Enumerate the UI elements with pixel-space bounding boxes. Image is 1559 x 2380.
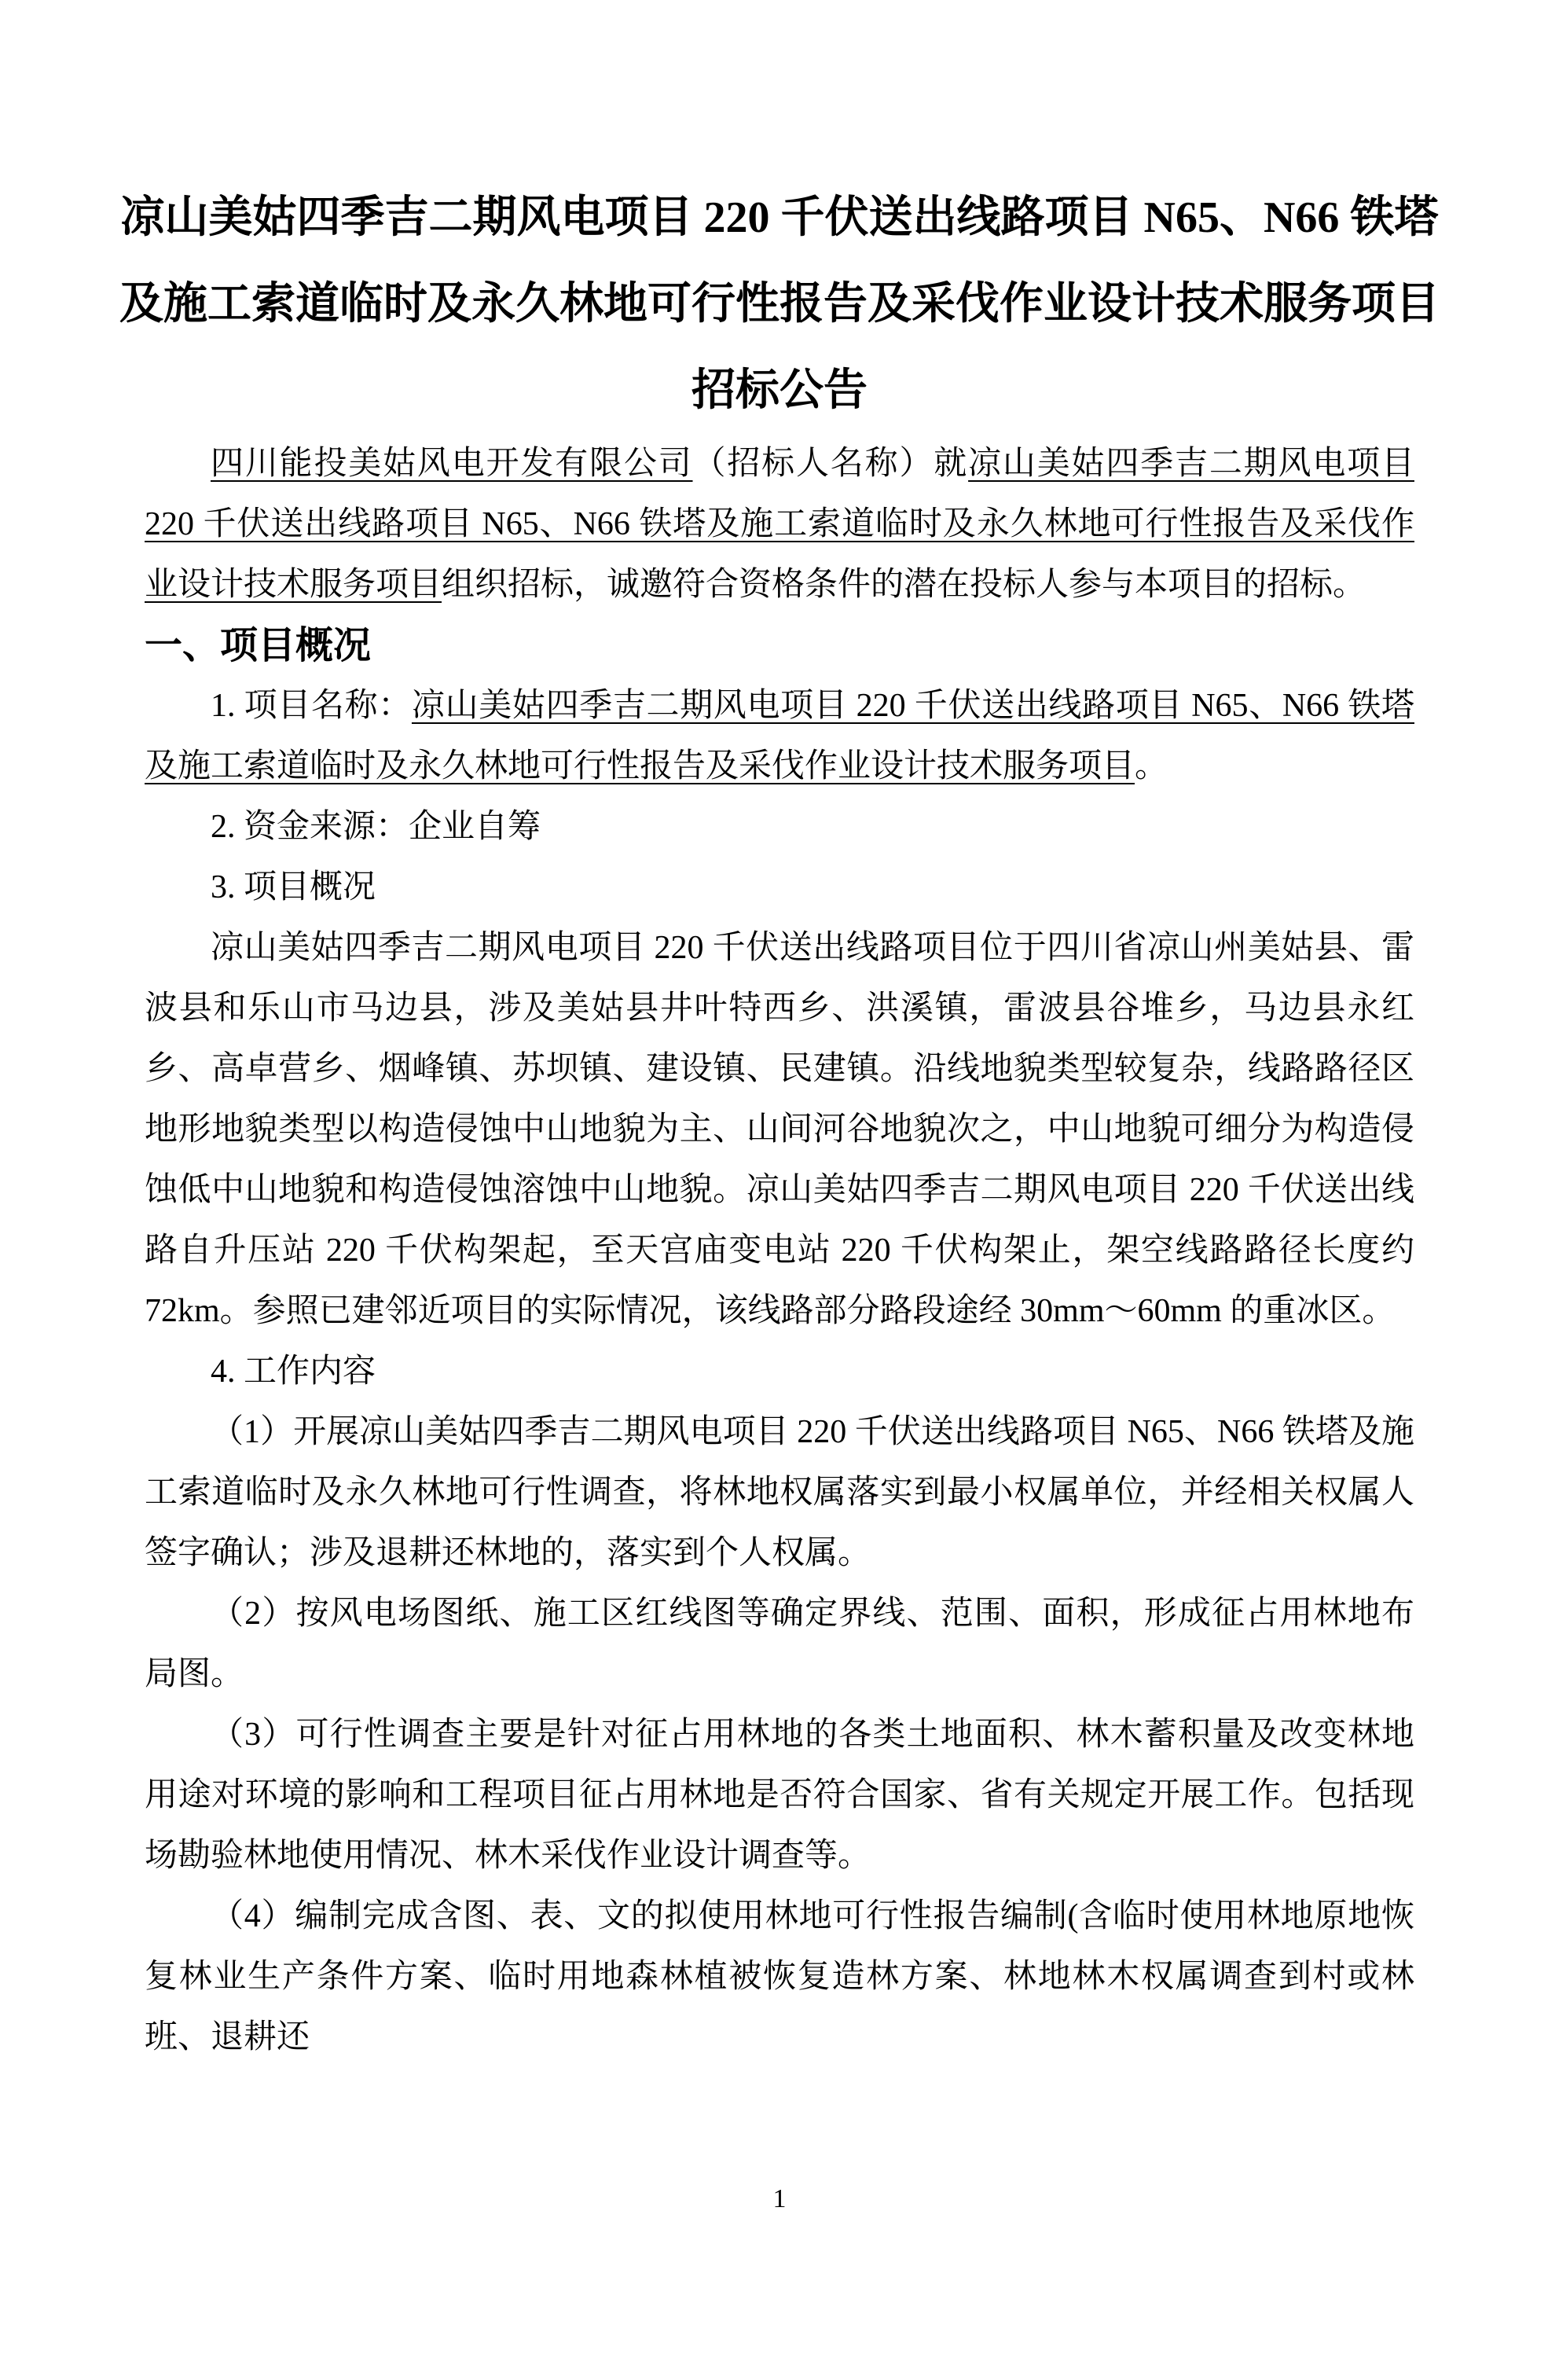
document-title-line: 招标公告 (691, 366, 868, 415)
document-page (0, 174, 1559, 2213)
document-title (0, 174, 1559, 434)
work-item-1: （1）开展凉山美姑四季吉二期风电项目 220 千伏送出线路项目 N65、N66 铁塔及施工索道临时及永久林地可行性调查，将林地权属落实到最小权属单位，并经相关权属人签字确认；涉及退耕还林地的，落实到个人权属。 (145, 1414, 1414, 1571)
page-number: 1 (772, 2184, 787, 2213)
document-title-line: 及施工索道临时及永久林地可行性报告及采伐作业设计技术服务项目 (119, 280, 1440, 329)
section-heading-project-overview: 一、项目概况 (145, 625, 372, 667)
funding-source-item: 2. 资金来源：企业自筹 (211, 809, 541, 845)
intro-invitation-text: 组织招标，诚邀符合资格条件的潜在投标人参与本项目的招标。 (442, 567, 1366, 603)
work-item-2: （2）按风电场图纸、施工区红线图等确定界线、范围、面积，形成征占用林地布局图。 (145, 1596, 1414, 1692)
document-body (0, 434, 1559, 2068)
bidder-name-label: （招标人名称）就 (692, 446, 969, 482)
intro-paragraph (145, 434, 1414, 615)
project-overview-label: 3. 项目概况 (211, 869, 376, 905)
work-item-4: （4）编制完成含图、表、文的拟使用林地可行性报告编制(含临时使用林地原地恢复林业生产条件方案、临时用地森林植被恢复造林方案、林地林木权属调查到村或林班、退耕还 (145, 1898, 1414, 2055)
project-name-item-period: 。 (1135, 748, 1168, 784)
project-name-item-label: 1. 项目名称： (211, 688, 412, 724)
work-content-label: 4. 工作内容 (211, 1353, 376, 1390)
project-name-item-underlined: 凉山美姑四季吉二期风电项目 220 千伏送出线路项目 N65、N66 铁塔及施工索道临时及永久林地可行性报告及采伐作业设计技术服务项目 (145, 688, 1414, 784)
document-title-line: 凉山美姑四季吉二期风电项目 220 千伏送出线路项目 N65、N66 铁塔 (120, 193, 1439, 242)
project-name-item (145, 676, 1414, 797)
bidder-name-underlined: 四川能投美姑风电开发有限公司 (211, 446, 693, 482)
work-item-3: （3）可行性调查主要是针对征占用林地的各类土地面积、林木蓄积量及改变林地用途对环境的影响和工程项目征占用林地是否符合国家、省有关规定开展工作。包括现场勘验林地使用情况、林木采伐作业设计调查等。 (145, 1717, 1414, 1874)
project-name-underlined: 凉山美姑四季吉二期风电项目 220 千伏送出线路项目 N65、N66 铁塔及施工索道临时及永久林地可行性报告及采伐作业设计技术服务项目 (145, 446, 1414, 603)
project-overview-body: 凉山美姑四季吉二期风电项目 220 千伏送出线路项目位于四川省凉山州美姑县、雷波县和乐山市马边县，涉及美姑县井叶特西乡、洪溪镇，雷波县谷堆乡，马边县永红乡、高卓营乡、烟峰镇、苏坝镇、建设镇、民建镇。沿线地貌类型较复杂，线路路径区地形地貌类型以构造侵蚀中山地貌为主、山间河谷地貌次之，中山地貌可细分为构造侵蚀低中山地貌和构造侵蚀溶蚀中山地貌。凉山美姑四季吉二期风电项目 220 千伏送出线路自升压站 220 千伏构架起，至天宫庙变电站 220 千伏构架止，架空线路路径长度约 72km。参照已建邻近项目的实际情况，该线路部分路段途经 30mm～60mm 的重冰区。 (145, 930, 1414, 1329)
